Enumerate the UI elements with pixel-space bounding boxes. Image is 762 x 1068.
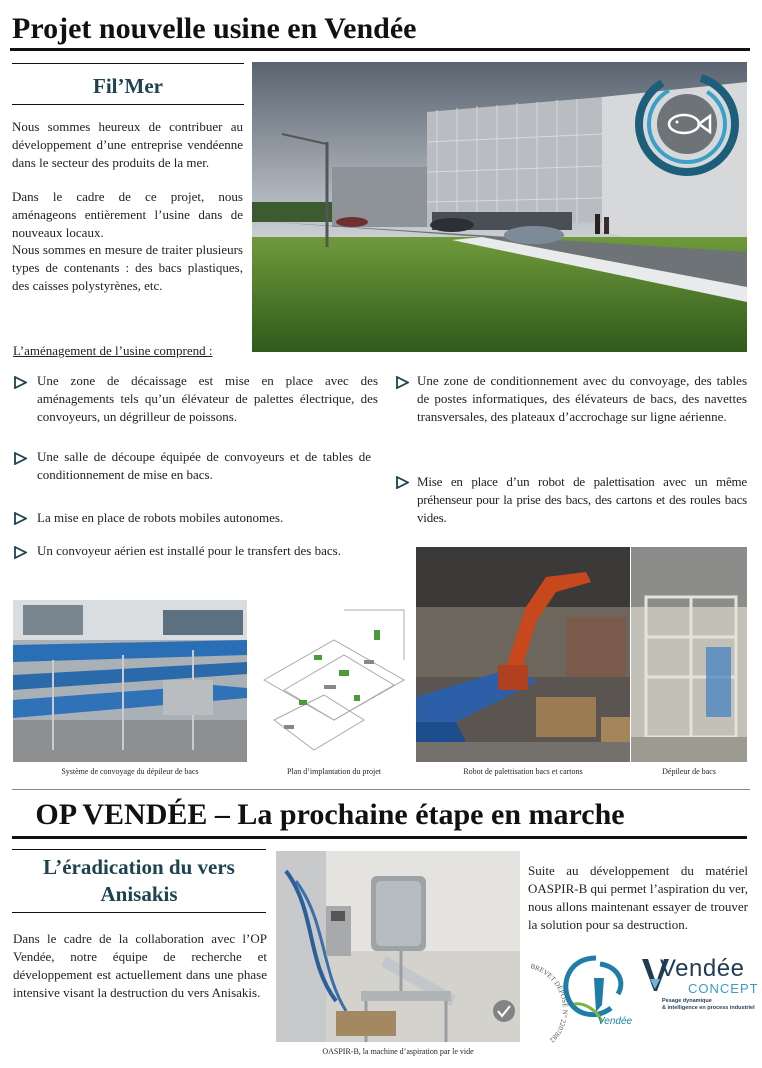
intro-paragraph-2: Dans le cadre de ce projet, nous aménageons entièrement l’usine dans de nouveaux locaux.: [12, 189, 243, 240]
bullet-arrow-icon: [396, 376, 409, 389]
section-subtitle: Fil’Mer: [93, 74, 163, 98]
section-separator: [12, 789, 750, 790]
vendee-concept-logo: [640, 955, 759, 1025]
section2-subtitle-rule-top: [12, 849, 266, 850]
subtitle-rule-top: [12, 63, 244, 64]
svg-text:Vendée: Vendée: [598, 1016, 633, 1027]
vendee-concept-wordmark: Vendée: [660, 955, 745, 982]
bullet-arrow-icon: [14, 452, 27, 465]
svg-text:BREVET DÉPOSÉ N° 2207882: BREVET DÉPOSÉ N° 2207882: [529, 962, 569, 1045]
section2-subtitle-rule-bottom: [12, 912, 266, 913]
section2-right-paragraph: Suite au développement du matériel OASPIR-B qui permet l’aspiration du ver, nous allons maintenant essayer de trouver la solution pour sa destruction.: [528, 863, 748, 932]
bullet-right-2: Mise en place d’un robot de palettisation avec un même préhenseur pour la prise des bacs, des cartons et des roules bacs vides.: [417, 474, 747, 525]
caption-conveyor-system: Système de convoyage du dépileur de bacs: [61, 767, 199, 776]
section2-subtitle: [12, 854, 266, 908]
conveyor-system-photo: [13, 600, 247, 762]
bullet-arrow-icon: [14, 546, 27, 559]
bullet-arrow-icon: [14, 376, 27, 389]
vendee-concept-tagline-2: & intelligence en process industriel: [662, 1005, 755, 1011]
oaspir-b-machine-photo: [276, 851, 520, 1042]
title-rule: [10, 48, 750, 51]
vendee-concept-tagline-1: Pesage dynamique: [662, 998, 712, 1004]
caption-site-plan: Plan d’implantation du projet: [287, 767, 381, 776]
palletizing-robot-photo: [416, 547, 630, 762]
section2-subtitle-line2: Anisakis: [100, 882, 178, 906]
bullet-left-2: Une salle de découpe équipée de convoyeurs et de tables de conditionnement de mise en bacs.: [37, 449, 371, 482]
caption-destacker: Dépileur de bacs: [662, 767, 716, 776]
section2-subtitle-line1: L’éradication du vers: [43, 855, 235, 879]
vendee-concept-subwordmark: CONCEPT: [688, 981, 759, 996]
section2-title: OP VENDÉE – La prochaine étape en marche: [35, 798, 625, 831]
list-heading: L’aménagement de l’usine comprend :: [13, 343, 213, 358]
bullet-left-1: Une zone de décaissage est mise en place avec des aménagements tels qu’un élévateur de palettes électrique, des convoyeurs, un dégrilleur de poissons.: [37, 373, 378, 424]
caption-palletizing-robot: Robot de palettisation bacs et cartons: [463, 767, 583, 776]
intro-paragraph-3: Nous sommes en mesure de traiter plusieurs types de contenants : des bacs plastiques, des caisses polystyrènes, etc.: [12, 242, 243, 293]
bullet-arrow-icon: [14, 512, 27, 525]
subtitle-rule-bottom: [12, 104, 244, 105]
section2-title-rule: [12, 836, 747, 839]
bullet-left-4: Un convoyeur aérien est installé pour le transfert des bacs.: [37, 543, 341, 558]
section2-left-paragraph: Dans le cadre de la collaboration avec l’OP Vendée, notre équipe de recherche et développement est actuellement dans une phase intensive visant la destruction du vers Anisakis.: [13, 931, 267, 1000]
factory-rendering-image: [252, 62, 747, 352]
page-title: Projet nouvelle usine en Vendée: [12, 12, 417, 45]
crate-destacker-photo: [631, 547, 747, 762]
site-plan-image: [254, 600, 414, 762]
bullet-left-3: La mise en place de robots mobiles autonomes.: [37, 510, 284, 525]
intro-paragraph-1: Nous sommes heureux de contribuer au développement d’une entreprise vendéenne dans le secteur des produits de la mer.: [12, 119, 243, 170]
caption-oaspir-b: OASPIR-B, la machine d’aspiration par le vide: [322, 1047, 474, 1056]
op-vendee-logo: [556, 950, 636, 1030]
bullet-right-1: Une zone de conditionnement avec du convoyage, des tables de postes informatiques, des élévateurs de bacs, des navettes transversales, des plateaux d’accrochage sur ligne aérienne.: [417, 373, 747, 424]
bullet-arrow-icon: [396, 476, 409, 489]
